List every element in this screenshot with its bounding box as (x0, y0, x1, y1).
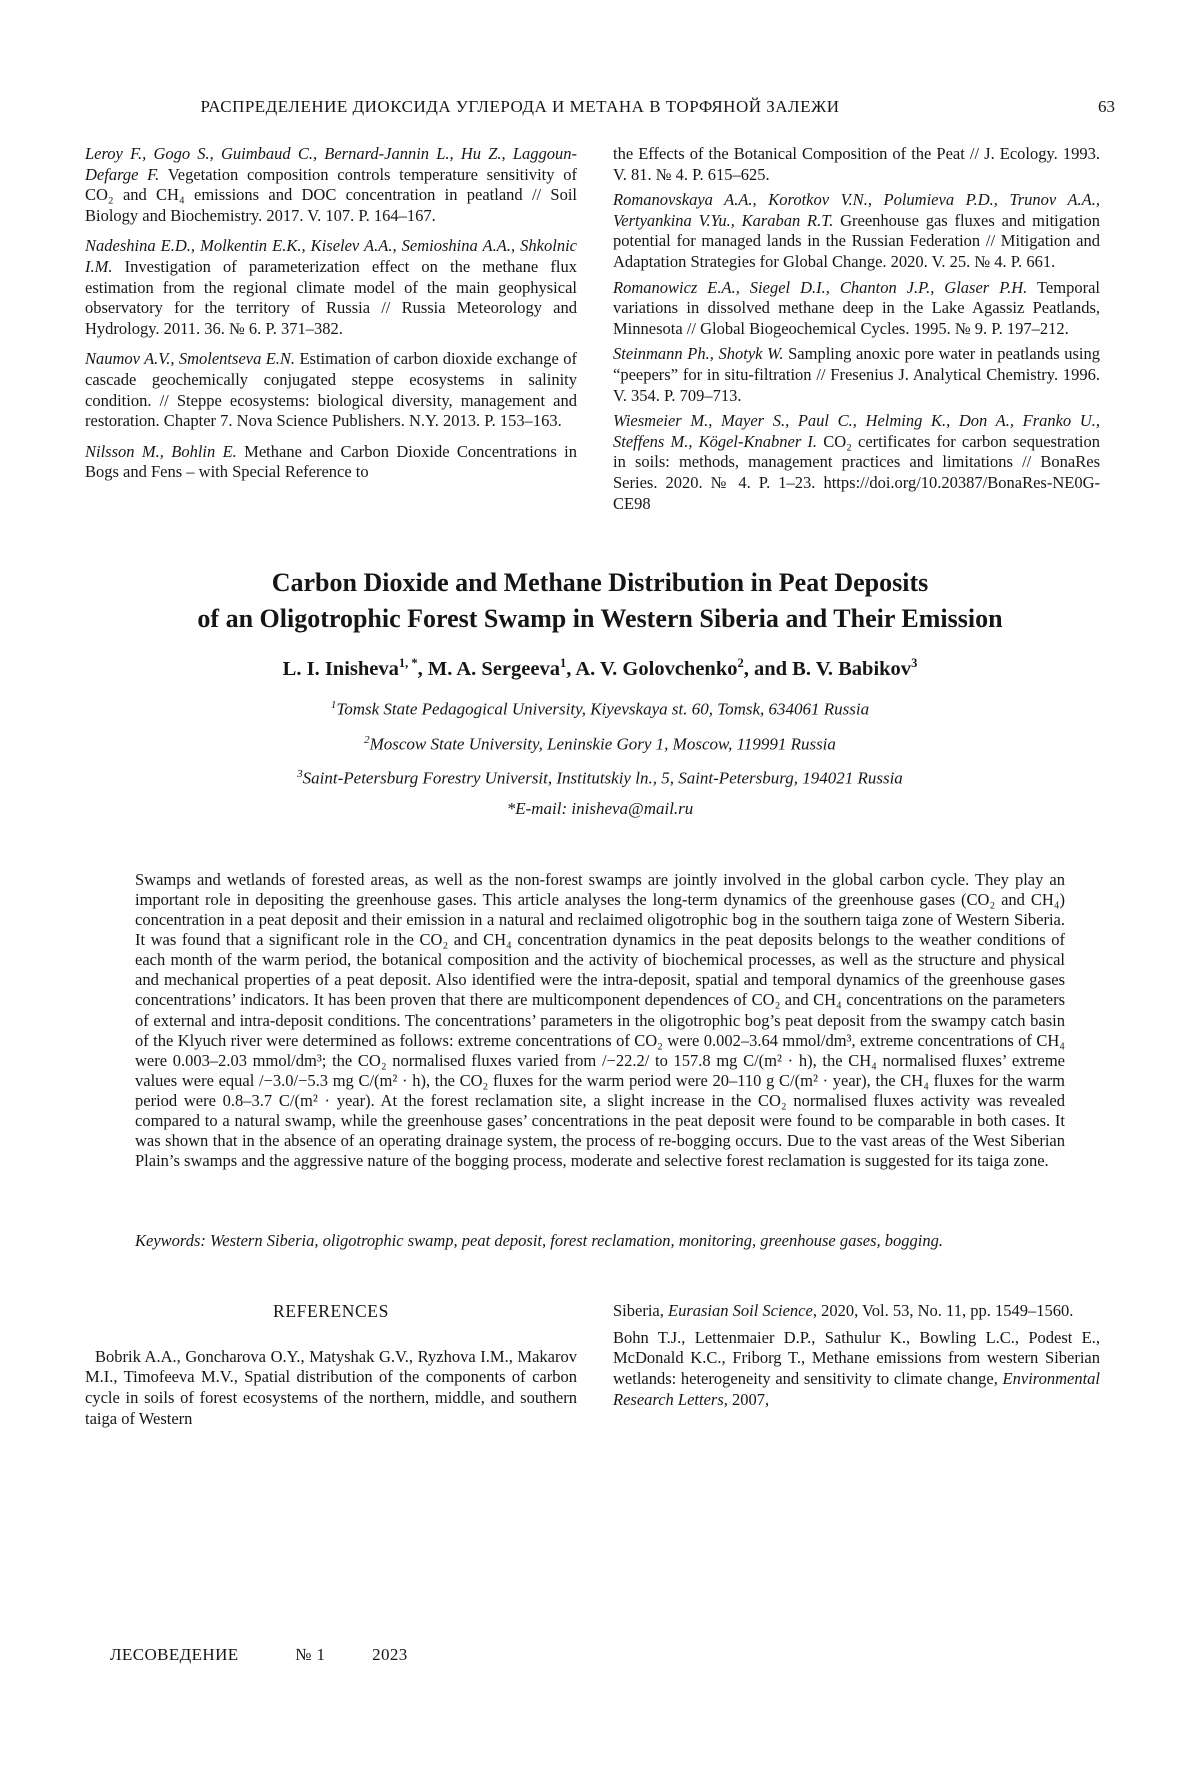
references-heading: REFERENCES (273, 1301, 389, 1322)
reference-entry (613, 278, 1100, 340)
reference-text: Methane and Carbon Dioxide Concentrations in Bogs and Fens – with Special Reference to (85, 441, 577, 482)
reference-text: , 2007, (723, 1389, 770, 1409)
affiliation-marker: 3 (297, 768, 303, 781)
reference-authors: Wiesmeier M., Mayer S., Paul C., Helming K., Don A., Franko U., Steffens M., Kögel-Knabner I. (613, 411, 1100, 451)
reference-journal: Environmental Research Letters (613, 1369, 1100, 1409)
reference-text: the Effects of the Botanical Composition of the Peat // J. Ecology. 1993. V. 81. № 4. P. 615–625. (613, 144, 1100, 184)
author-name: L. I. Inisheva (282, 657, 399, 680)
reference-authors: Naumov A.V., Smolentseva E.N. (85, 349, 296, 369)
affiliation-text: Saint-Petersburg Forestry Universit, Institutskiy ln., 5, Saint-Petersburg, 194021 Russia (302, 768, 903, 788)
keywords (135, 1228, 1065, 1253)
reference-text: Greenhouse gas fluxes and mitigation potential for managed lands in the Russian Federation // Mitigation and Adaptation Strategies for Global Change. 2020. V. 25. № 4. P. 661. (613, 210, 1100, 271)
page-number: 63 (1098, 97, 1115, 116)
reference-entry (613, 190, 1100, 272)
reference-text: Bohn T.J., Lettenmaier D.P., Sathulur K., Bowling L.C., Podest E., McDonald K.C., Friborg T., Methane emissions from western Siberian wetlands: heterogeneity and sensitivity to climate change, (613, 1327, 1100, 1389)
reference-authors: Romanowicz E.A., Siegel D.I., Chanton J.P., Glaser P.H. (613, 277, 1028, 297)
affiliation-text: Moscow State University, Leninskie Gory 1, Moscow, 119991 Russia (369, 734, 836, 754)
keywords-text: Western Siberia, oligotrophic swamp, peat deposit, forest reclamation, monitoring, greenhouse gases, bogging. (205, 1231, 944, 1251)
reference-text: Vegetation composition controls temperature sensitivity of CO₂ and CH₄ emissions and DOC concentration in peatland // Soil Biology and Biochemistry. 2017. V. 107. P. 164–167. (85, 164, 577, 225)
reference-entry (85, 349, 577, 431)
reference-entry (85, 442, 577, 483)
reference-authors: Nadeshina E.D., Molkentin E.K., Kiselev A.A., Semioshina A.A., Shkolnic I.M. (85, 236, 577, 276)
affiliation-line (0, 759, 1200, 794)
affiliation-text: Tomsk State Pedagogical University, Kiyevskaya st. 60, Tomsk, 634061 Russia (336, 699, 870, 719)
reference-authors: Leroy F., Gogo S., Guimbaud C., Bernard-Jannin L., Hu Z., Laggoun-Defarge F. (85, 144, 577, 184)
abstract-text: Swamps and wetlands of forested areas, as well as the non-forest swamps are jointly involved in the global carbon cycle. They play an important role in depositing the greenhouse gases. This article analyses the long-term dynamics of the greenhouse gases (CO₂ and CH₄) concentration in a peat deposit and their emission in a natural and reclaimed oligotrophic bog in the southern taiga zone of Western Siberia. It was found that a significant role in the CO₂ and CH₄ concentration dynamics in the peat deposits belongs to the weather conditions of each month of the warm period, the botanical composition and the activity of biochemical processes, as well as the structure and physical and mechanical properties of a peat deposit. Also identified were the intra-deposit, spatial and temporal dynamics of the greenhouse gases concentrations’ indicators. It has been proven that there are multicomponent dependences of CO₂ and CH₄ concentrations on the parameters of external and intra-deposit conditions. The concentrations’ parameters in the oligotrophic bog’s peat deposit from the swampy catch basin of the Klyuch river were determined as follows: extreme concentrations of CO₂ were 0.002–3.64 mmol/dm³, extreme concentrations of CH₄ were 0.003–2.03 mmol/dm³; the CO₂ normalised fluxes varied from /−22.2/ to 157.8 mg C/(m² · h), the CH₄ normalised fluxes’ extreme values were equal /−3.0/−5.3 mg C/(m² · h), the CO₂ fluxes for the warm period were 20–110 g C/(m² · year), the CH₄ fluxes for the warm period were 0.8–3.7 C/(m² · year). At the forest reclamation site, a slight increase in the CO₂ normalised fluxes activity was revealed compared to a natural swamp, while the greenhouse gases’ concentrations in the peat deposit were found to be comparable in both cases. It was shown that in the absence of an operating drainage system, the process of re-bogging occurs. Due to the vast areas of the West Siberian Plain’s swamps and the aggressive nature of the bogging process, moderate and selective forest reclamation is suggested for its taiga zone. (135, 869, 1065, 1171)
references-right-column (613, 1301, 1100, 1435)
reference-journal: Eurasian Soil Science (668, 1301, 813, 1321)
reference-authors: Steinmann Ph., Shotyk W. (613, 344, 784, 364)
reference-entry: Bobrik A.A., Goncharova O.Y., Matyshak G.V., Ryzhova I.M., Makarov M.I., Timofeeva M.V., Spatial distribution of the components of carbon cycle in soils of forest ecosystems of the northern, middle, and southern taiga of Western (85, 1346, 577, 1428)
footer-journal-name: ЛЕСОВЕДЕНИЕ (110, 1645, 239, 1664)
author-affiliation-marker: 1 (559, 656, 567, 671)
email-line: *E-mail: inisheva@mail.ru (506, 798, 694, 818)
reference-entry (85, 236, 577, 339)
reference-entry (613, 144, 1100, 185)
affiliation-marker: 1 (330, 698, 337, 711)
reference-entry (85, 144, 577, 226)
reference-entry (613, 1301, 1100, 1322)
reference-text: Sampling anoxic pore water in peatlands using “peepers” for in situ-filtration // Fresenius J. Analytical Chemistry. 1996. V. 354. P. 709–713. (613, 344, 1101, 405)
affiliation-line (0, 725, 1200, 760)
article-title (0, 565, 1200, 637)
running-head (85, 97, 1115, 117)
reference-authors: Nilsson M., Bohlin E. (85, 441, 237, 461)
author-affiliation-marker: 3 (911, 656, 918, 671)
references-section (85, 1301, 1100, 1435)
article-title-line-2: of an Oligotrophic Forest Swamp in Western Siberia and Their Emission (197, 604, 1003, 634)
affiliations (0, 690, 1200, 824)
footer-year: 2023 (372, 1645, 408, 1664)
author-name: , M. A. Sergeeva (417, 657, 560, 680)
top-references (85, 144, 1100, 519)
reference-text: Siberia, (613, 1301, 668, 1321)
reference-text: Investigation of parameterization effect on the methane flux estimation from the regional climate model of the main geophysical observatory for the territory of Russia // Russia Meteorology and Hydrology. 2011. 36. № 6. P. 371–382. (85, 256, 577, 338)
author-affiliation-marker: 1, * (398, 656, 418, 671)
author-affiliation-marker: 2 (737, 656, 744, 671)
affiliation-line (0, 690, 1200, 725)
running-head-title: РАСПРЕДЕЛЕНИЕ ДИОКСИДА УГЛЕРОДА И МЕТАНА В ТОРФЯНОЙ ЗАЛЕЖИ (200, 97, 840, 116)
keywords-label: Keywords: (135, 1231, 206, 1251)
reference-text: Temporal variations in dissolved methane deep in the Lake Agassiz Peatlands, Minnesota // Global Biogeochemical Cycles. 1995. № 9. P. 197–212. (613, 277, 1100, 338)
author-name: , A. V. Golovchenko (566, 657, 738, 680)
authors-line (0, 656, 1200, 681)
reference-authors: Romanovskaya A.A., Korotkov V.N., Polumieva P.D., Trunov A.A., Vertyankina V.Yu., Karaban R.T. (613, 190, 1100, 230)
article-title-line-1: Carbon Dioxide and Methane Distribution in Peat Deposits (271, 568, 929, 598)
reference-entry (613, 411, 1100, 514)
affiliation-marker: 2 (364, 733, 370, 746)
page-footer (110, 1645, 408, 1665)
footer-issue: № 1 (295, 1645, 326, 1664)
reference-text: , 2020, Vol. 53, No. 11, pp. 1549–1560. (812, 1301, 1074, 1321)
reference-text: CO₂ certificates for carbon sequestration in soils: methods, management practices and limitations // BonaRes Series. 2020. № 4. P. 1–23. https://doi.org/10.20387/BonaRes-NE0G-CE98 (613, 431, 1101, 513)
top-references-right-column (613, 144, 1100, 519)
top-references-left-column (85, 144, 577, 519)
reference-text: Estimation of carbon dioxide exchange of cascade geochemically conjugated steppe ecosystems in salinity condition. // Steppe ecosystems: biological diversity, management and restoration. Chapter 7. Nova Science Publishers. N.Y. 2013. P. 153–163. (85, 349, 577, 431)
reference-entry (613, 1328, 1100, 1410)
references-left-column (85, 1301, 577, 1435)
author-name: , and B. V. Babikov (743, 657, 912, 680)
reference-entry (613, 344, 1100, 406)
